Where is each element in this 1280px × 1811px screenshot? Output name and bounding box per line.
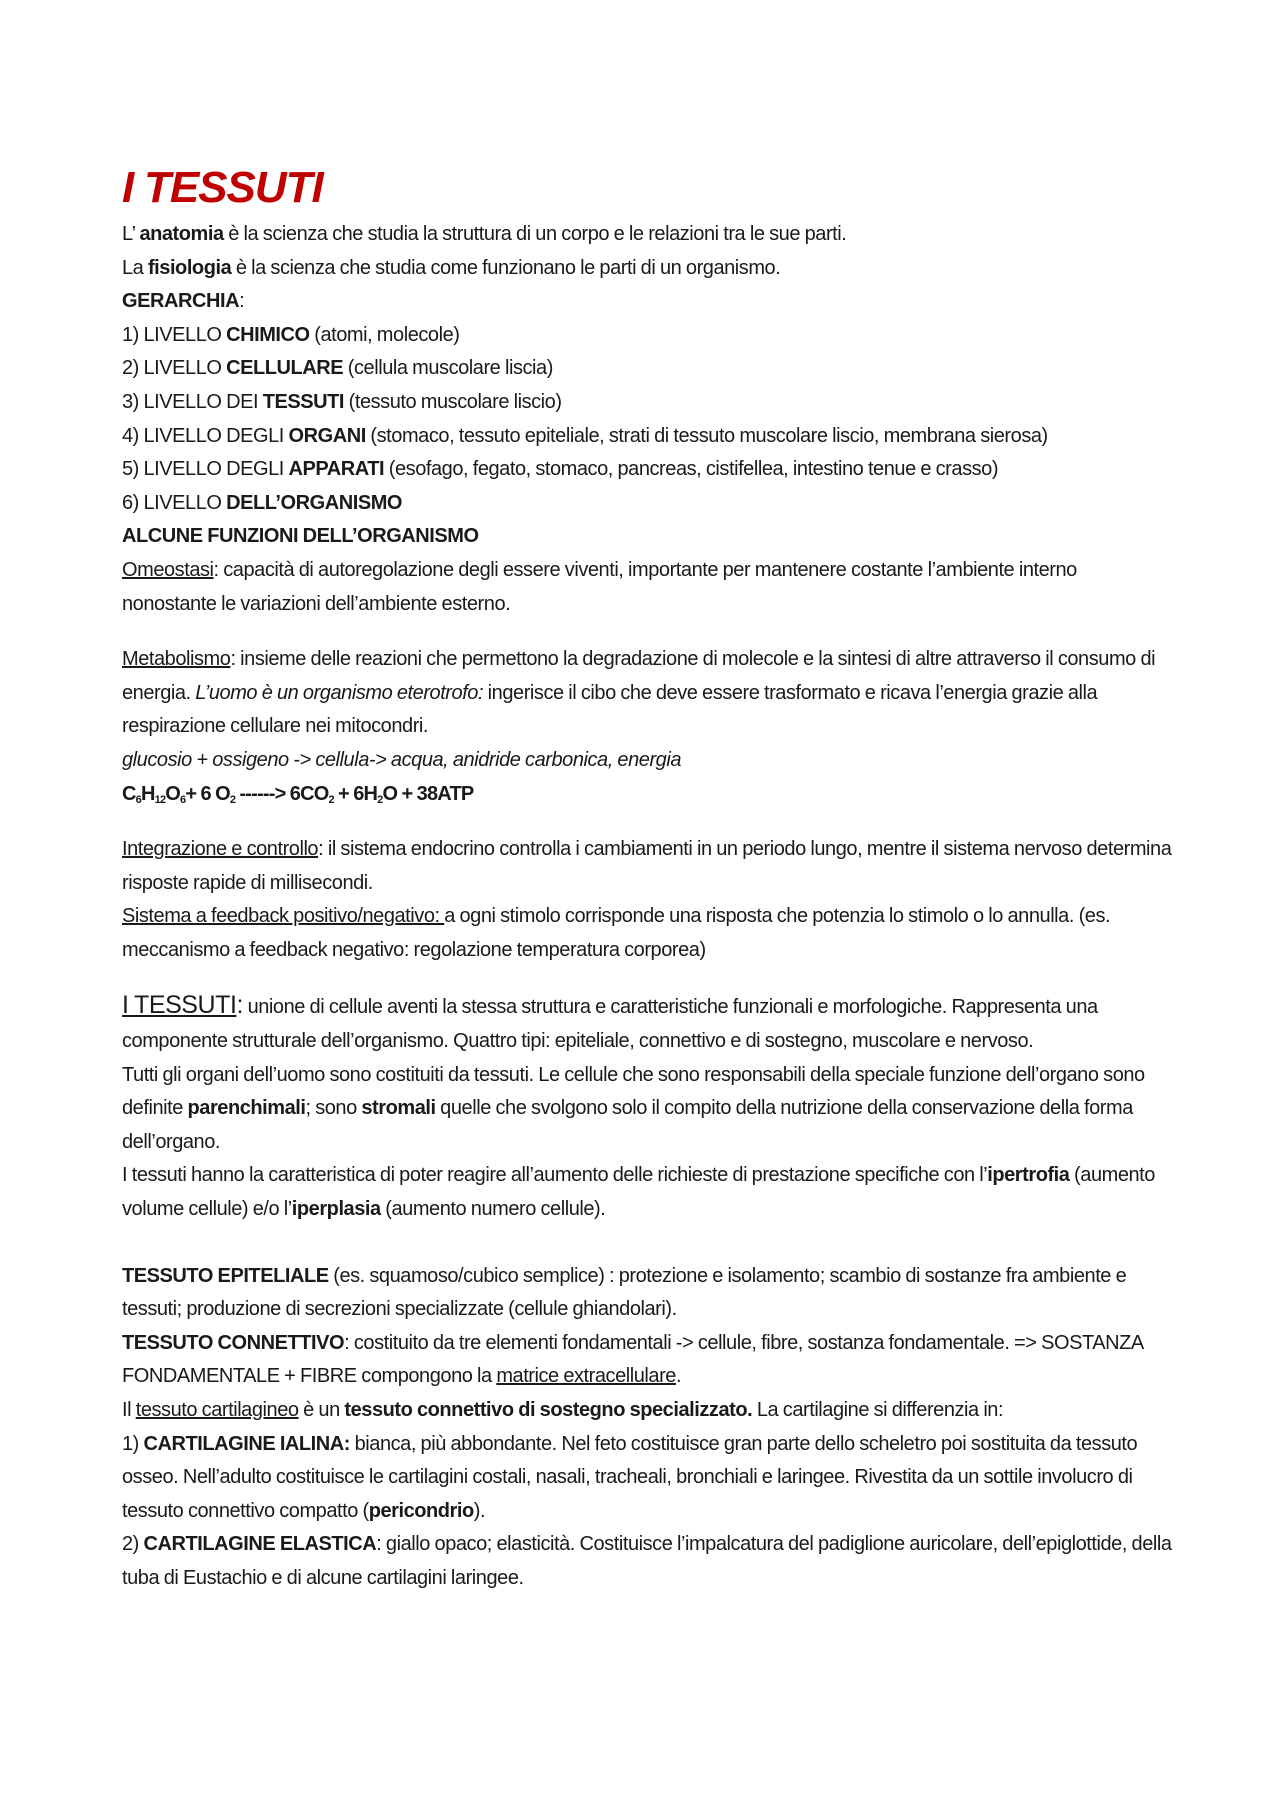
funzioni-heading: ALCUNE FUNZIONI DELL’ORGANISMO (122, 525, 479, 548)
tessuti-ipertrofia-paragraph: I tessuti hanno la caratteristica di poter reagire all’aumento delle richieste di prestazione specifiche con l’ipertrofia (aumento volume cellule) e/o l’iperplasia (aumento numero cellule). (122, 1164, 1155, 1221)
cartilagineo-paragraph: Il tessuto cartilagineo è un tessuto connettivo di sostegno specializzato. La cartilagine si differenzia in: (122, 1399, 1004, 1421)
gerarchia-level: 3) LIVELLO DEI TESSUTI (tessuto muscolare liscio) (122, 390, 562, 413)
tessuti-organi-paragraph: Tutti gli organi dell’uomo sono costituiti da tessuti. Le cellule che sono responsabili della speciale funzione dell’organo sono definite parenchimali; sono stromali quelle che svolgono solo il compito della nutrizione della conservazione della forma dell’organo. (122, 1063, 1145, 1153)
gerarchia-heading: GERARCHIA: (122, 290, 245, 313)
gerarchia-level: 6) LIVELLO DELL’ORGANISMO (122, 491, 403, 514)
spacer (122, 621, 1172, 643)
gerarchia-level: 2) LIVELLO CELLULARE (cellula muscolare liscia) (122, 357, 553, 380)
document-page (122, 150, 1172, 1596)
gerarchia-level: 1) LIVELLO CHIMICO (atomi, molecole) (122, 323, 460, 346)
spacer (122, 811, 1172, 833)
document-title: I TESSUTI (122, 163, 323, 212)
elastica-paragraph: 2) CARTILAGINE ELASTICA: giallo opaco; elasticità. Costituisce l’impalcatura del padiglione auricolare, dell’epiglottide, della tuba di Eustachio e di alcune cartilagini laringee. (122, 1533, 1172, 1589)
fisiologia-definition: La fisiologia è la scienza che studia come funzionano le parti di un organismo. (122, 256, 781, 279)
feedback-paragraph: Sistema a feedback positivo/negativo: a ogni stimolo corrisponde una risposta che potenzia lo stimolo o lo annulla. (es. meccanismo a feedback negativo: regolazione temperatura corporea) (122, 905, 1111, 961)
metabolismo-paragraph: Metabolismo: insieme delle reazioni che permettono la degradazione di molecole e la sintesi di altre attraverso il consumo di energia. L’uomo è un organismo eterotrofo: ingerisce il cibo che deve essere trasformato e ricava l’energia grazie alla respirazione cellulare nei mitocondri. (122, 648, 1156, 738)
integrazione-paragraph: Integrazione e controllo: il sistema endocrino controlla i cambiamenti in un periodo lungo, mentre il sistema nervoso determina risposte rapide di millisecondi. (122, 838, 1172, 894)
gerarchia-level: 5) LIVELLO DEGLI APPARATI (esofago, fegato, stomaco, pancreas, cistifellea, intestino tenue e crasso) (122, 458, 999, 481)
metabolismo-formula: $C_6H_{12}O_6+ 6$ $O_2$ ------> $6CO_2 + 6H_2O + 38ATP$ (122, 782, 474, 806)
gerarchia-level: 4) LIVELLO DEGLI ORGANI (stomaco, tessuto epiteliale, strati di tessuto muscolare liscio, membrana sierosa) (122, 424, 1048, 447)
spacer (122, 1227, 1172, 1260)
spacer (122, 967, 1172, 989)
tessuti-paragraph: I TESSUTI: unione di cellule aventi la stessa struttura e caratteristiche funzionali e morfologiche. Rappresenta una componente strutturale dell’organismo. Quattro tipi: epiteliale, connettivo e di sostegno, muscolare e nervoso. (122, 991, 1098, 1053)
epiteliale-paragraph: TESSUTO EPITELIALE (es. squamoso/cubico semplice) : protezione e isolamento; scambio di sostanze fra ambiente e tessuti; produzione di secrezioni specializzate (cellule ghiandolari). (122, 1264, 1127, 1321)
metabolismo-equation-words: glucosio + ossigeno -> cellula-> acqua, anidride carbonica, energia (122, 748, 682, 771)
connettivo-paragraph: TESSUTO CONNETTIVO: costituito da tre elementi fondamentali -> cellule, fibre, sostanza fondamentale. => SOSTANZA FONDAMENTALE + FIBRE compongono la matrice extracellulare. (122, 1331, 1143, 1388)
ialina-paragraph: 1) CARTILAGINE IALINA: bianca, più abbondante. Nel feto costituisce gran parte dello scheletro poi sostituita da tessuto osseo. Nell’adulto costituisce le cartilagini costali, nasali, tracheali, bronchiali e laringee. Rivestita da un sottile involucro di tessuto connettivo compatto (pericondrio). (122, 1432, 1138, 1522)
anatomia-definition: L’ anatomia è la scienza che studia la struttura di un corpo e le relazioni tra le sue parti. (122, 223, 847, 245)
omeostasi-paragraph: Omeostasi: capacità di autoregolazione degli essere viventi, importante per mantenere costante l’ambiente interno nonostante le variazioni dell’ambiente esterno. (122, 558, 1077, 615)
